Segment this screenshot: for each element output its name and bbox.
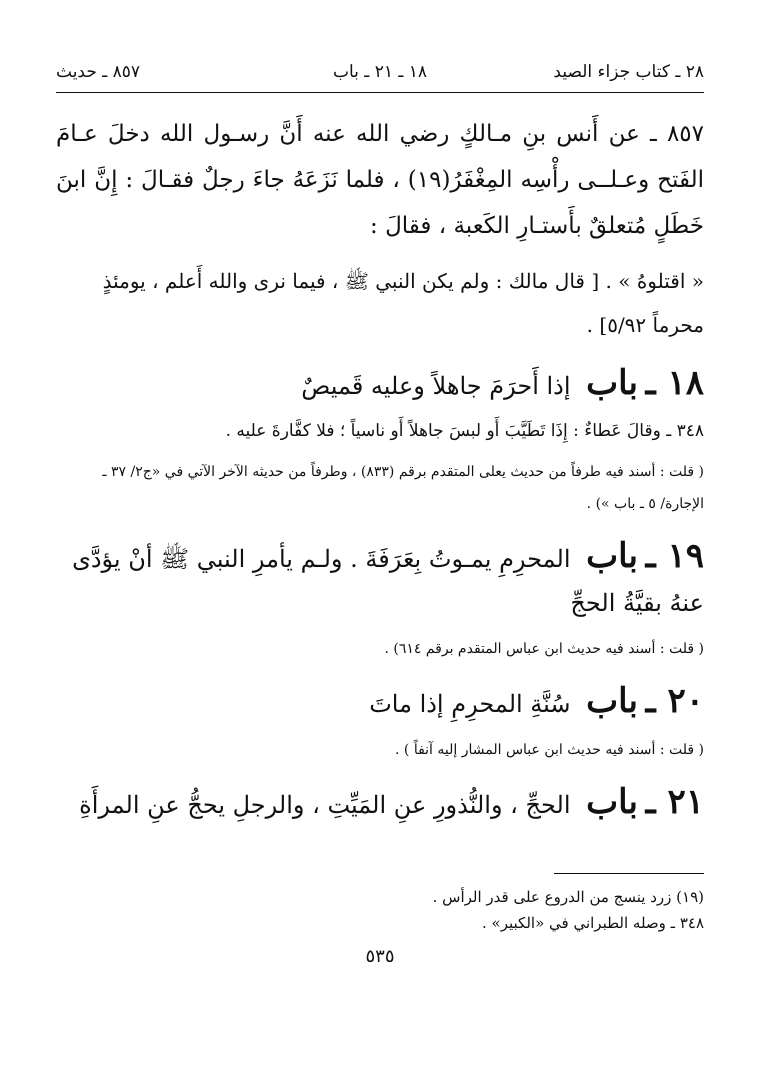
chapter-21-number: ٢١ ـ	[645, 782, 704, 822]
chapter-19-number: ١٩ ـ	[645, 536, 704, 576]
footnote-19: (١٩) زرد ينسج من الدروع على قدر الرأس .	[432, 888, 704, 906]
chapter-18-title: إذا أَحرَمَ جاهلاً وعليه قَميصٌ	[301, 372, 571, 400]
chapter-19-title: المحرِمِ يمـوتُ بِعَرَفَةَ . ولـم يأمرِ النبي ﷺ أنْ يؤدَّى عنهُ بقيَّةُ الحجِّ	[72, 545, 704, 617]
header-chapter-range: ١٨ ـ ٢١ ـ باب	[332, 62, 428, 82]
chapter-20-keyword: باب	[586, 681, 639, 721]
chapter-18-keyword: باب	[586, 363, 639, 403]
chapter-19-keyword: باب	[586, 536, 639, 576]
chapter-18-number: ١٨ ـ	[645, 363, 704, 403]
chapter-18-heading	[56, 361, 704, 408]
footnote-athar-348: ٣٤٨ ـ وصله الطبراني في «الكبير» .	[482, 914, 704, 932]
chapter-21-heading	[56, 780, 704, 827]
running-header	[56, 58, 704, 88]
header-book-title: ٢٨ ـ كتاب جزاء الصيد	[553, 62, 704, 82]
hadith-857-continuation: « اقتلوهُ » . [ قال مالك : ولم يكن النبي ﷺ ، فيما نرى والله أَعلم ، يومئذٍ محرماً ٥/٩٢] .	[102, 269, 704, 337]
note-chapter-18: ( قلت : أسند فيه طرفاً من حديث يعلى المتقدم برقم (٨٣٣) ، وطرفاً من حديثه الآخر الآتي في «ج٢/ ٣٧ ـ الإجارة/ ٥ ـ باب ») .	[102, 464, 704, 512]
chapter-20-number: ٢٠ ـ	[645, 681, 704, 721]
chapter-21-keyword: باب	[586, 782, 639, 822]
note-chapter-20: ( قلت : أسند فيه حديث ابن عباس المشار إليه آنفاً ) .	[395, 742, 704, 758]
book-page	[56, 58, 704, 1086]
header-hadith-number: ٨٥٧ ـ حديث	[56, 62, 141, 82]
hadith-857-text: ٨٥٧ ـ عن أَنس بنِ مـالكٍ رضي الله عنه أَنَّ رسـول الله دخلَ عـامَ الفَتح وعـلــى رأْسِه المِغْفَرُ(١٩) ، فلما نَزَعَهُ جاءَ رجلٌ فقـالَ : إِنَّ ابنَ خَطَلٍ مُتعلقٌ بأَستـارِ الكَعبة ، فقالَ :	[56, 121, 704, 239]
page-number: ٥٣٥	[365, 946, 395, 967]
chapter-21-title: الحجِّ ، والنُّذورِ عنِ المَيِّتِ ، والرجلِ يحجُّ عنِ المرأَةِ	[79, 791, 571, 819]
athar-348: ٣٤٨ ـ وقالَ عَطاءٌ : إِذَا تَطَيَّبَ أَو لبسَ جاهلاً أَو ناسياً ؛ فلا كفَّارةَ عليه .	[225, 421, 704, 441]
note-chapter-19: ( قلت : أسند فيه حديث ابن عباس المتقدم برقم ٦١٤) .	[384, 641, 704, 657]
footnote-rule	[554, 873, 704, 874]
header-rule	[56, 92, 704, 93]
chapter-20-heading	[56, 679, 704, 726]
chapter-20-title: سُنَّةِ المحرِمِ إذا ماتَ	[369, 690, 571, 718]
chapter-19-heading	[56, 534, 704, 625]
